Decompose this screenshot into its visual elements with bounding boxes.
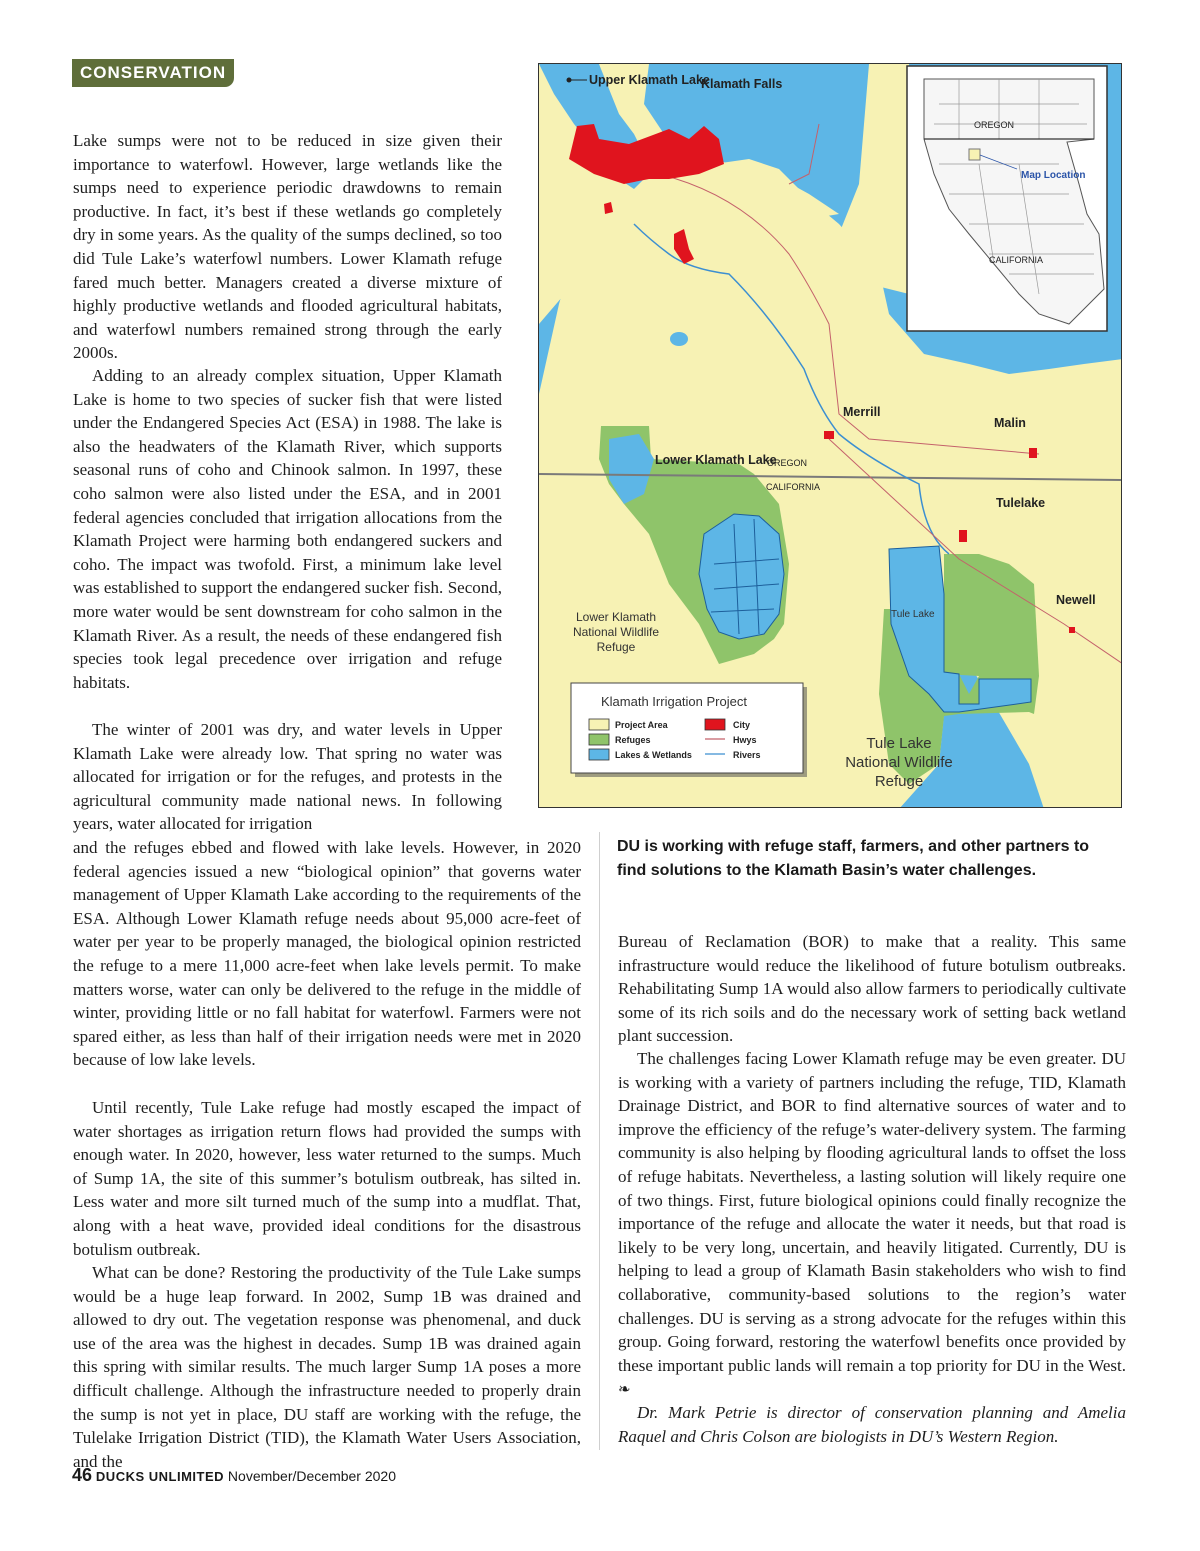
- oregon-label: OREGON: [767, 458, 808, 468]
- body-paragraph: Until recently, Tule Lake refuge had mostly escaped the impact of water shortages as irrigation return flows had provided the sumps with enough water. In 2020, however, less water returned to the sumps. Much of Sump 1A, the site of this summer’s botulism outbreak, has silted in. Less water and more silt turned much of the sump into a mudflat. That, along with a heat wave, provided ideal conditions for the disastrous botulism outbreak.: [73, 1098, 581, 1259]
- california-label: CALIFORNIA: [766, 482, 821, 492]
- newell-city: [1069, 627, 1075, 633]
- author-note: Dr. Mark Petrie is director of conservation planning and Amelia Raquel and Chris Colson are biologists in DU’s Western Region.: [618, 1403, 1126, 1446]
- malin-city: [1029, 448, 1037, 458]
- klamath-map-svg: [539, 64, 1122, 808]
- page-footer: [72, 1465, 396, 1486]
- tule-lake-refuge-label-3: Refuge: [874, 773, 924, 790]
- legend-swatch-city: [705, 719, 725, 730]
- map-caption: DU is working with refuge staff, farmers, and other partners to find solutions to the Klamath Basin’s water challenges.: [617, 838, 1090, 879]
- legend-label-refuges: Refuges: [615, 735, 651, 745]
- merrill-label: Merrill: [843, 405, 881, 419]
- body-paragraph: What can be done? Restoring the productivity of the Tule Lake sumps would be a huge leap forward. In 2002, Sump 1B was drained and allowed to dry out. The vegetation response was phenomenal, and duck use of the area was the highest in decades. Sump 1B was drained again this spring with similar results. The much larger Sump 1A poses a more difficult challenge. Although the infrastructure needed to properly drain the sump is not yet in place, DU staff are working with the refuge, the Tulelake Irrigation District (TID), the Klamath Water Users Association, and the: [73, 1263, 581, 1471]
- lake-blob: [670, 332, 688, 346]
- body-paragraph: Lake sumps were not to be reduced in size given their importance to waterfowl. However, large wetlands like the sumps need to experience periodic drawdowns to remain productive. In fact, it’s best if these wetlands go completely dry in some years. As the quality of the sumps declined, so too did Tule Lake’s waterfowl numbers. Lower Klamath refuge fared much better. Managers created a diverse mixture of highly productive wetlands and flooded agricultural habitats, and waterfowl numbers remained strong through the early 2000s.: [73, 131, 502, 363]
- inset-map: [907, 66, 1107, 331]
- body-paragraph-text: The challenges facing Lower Klamath refuge may be even greater. DU is working with a variety of partners including the refuge, TID, Klamath Drainage District, and BOR to find alternative sources of water and to improve the efficiency of the refuge’s water-delivery system. The farming community is also helping by flooding agricultural lands to offset the loss of refuge habitats. Nevertheless, a lasting solution will likely require one of two things. First, future biological opinions could finally recognize the importance of the refuge and allocate the water it needs, but that road is likely to be very long, uncertain, and heavily litigated. Currently, DU is helping to lead a group of Klamath Basin stakeholders who wish to find collaborative, community-based solutions to the region’s water challenges. DU is serving as a strong advocate for the refuges within this group. Going forward, restoring the waterfowl benefits once provided by these important public lands will remain a top priority for DU in the West.: [618, 1049, 1126, 1375]
- legend-swatch-refuges: [589, 734, 609, 745]
- map-legend: [571, 683, 807, 777]
- page-number: 46: [72, 1465, 93, 1485]
- tulelake-city: [959, 530, 967, 542]
- upper-klamath-lake-label: Upper Klamath Lake: [589, 73, 710, 87]
- lower-klamath-refuge-label-2: National Wildlife: [572, 625, 660, 639]
- klamath-falls-label: Klamath Falls: [701, 77, 783, 91]
- duck-endmark-icon: ❧: [618, 1380, 631, 1399]
- body-paragraph-final: [618, 1047, 1126, 1402]
- legend-label-rivers: Rivers: [733, 750, 761, 760]
- legend-label-city: City: [733, 720, 751, 730]
- legend-label-project-area: Project Area: [615, 720, 668, 730]
- column-divider: [599, 832, 600, 1450]
- malin-label: Malin: [994, 416, 1026, 430]
- body-paragraph: and the refuges ebbed and flowed with lake levels. However, in 2020 federal agencies issued a new “biological opinion” that governs water management of Upper Klamath Lake according to the requirements of the ESA. Although Lower Klamath refuge needs about 95,000 acre-feet of water per year to be properly managed, the biological opinion restricted the refuge to a mere 11,000 acre-feet when lake levels permit. To make matters worse, water can only be delivered to the refuge in the middle of winter, providing little or no fall habitat for waterfowl. Farmers were not spared either, as less than half of their irrigation needs were met in 2020 because of low lake levels.: [73, 838, 581, 1070]
- legend-label-hwys: Hwys: [733, 735, 757, 745]
- tulelake-label: Tulelake: [996, 496, 1046, 510]
- inset-california-label: CALIFORNIA: [989, 255, 1044, 265]
- legend-swatch-lakes: [589, 749, 609, 760]
- klamath-map: [538, 63, 1122, 808]
- issue-date: November/December 2020: [227, 1468, 397, 1484]
- section-tag: CONSERVATION: [72, 59, 234, 87]
- body-paragraph: The winter of 2001 was dry, and water levels in Upper Klamath Lake were already low. That spring no water was allocated for irrigation or for the refuges, and protests in the agricultural community made national news. In following years, water allocated for irrigation: [73, 720, 502, 834]
- upper-klamath-marker: [567, 78, 572, 83]
- lower-klamath-refuge-label-3: Refuge: [596, 640, 636, 654]
- magazine-name: DUCKS UNLIMITED: [95, 1469, 225, 1484]
- legend-swatch-project-area: [589, 719, 609, 730]
- lower-klamath-lake-label: Lower Klamath Lake: [655, 453, 777, 467]
- legend-title: Klamath Irrigation Project: [601, 694, 747, 709]
- tule-lake-label: Tule Lake: [891, 609, 935, 620]
- body-paragraph: Bureau of Reclamation (BOR) to make that a reality. This same infrastructure would reduce the likelihood of future botulism outbreaks. Rehabilitating Sump 1A would also allow farmers to periodically cultivate some of its rich soils and do the necessary work of setting back wetland plant succession.: [618, 932, 1126, 1046]
- tule-lake-refuge-label-2: National Wildlife: [845, 754, 953, 771]
- merrill-city: [824, 431, 834, 439]
- tule-lake-refuge-label-1: Tule Lake: [866, 735, 932, 752]
- map-location-label: Map Location: [1021, 170, 1086, 181]
- newell-label: Newell: [1056, 593, 1096, 607]
- body-paragraph: Adding to an already complex situation, Upper Klamath Lake is home to two species of sucker fish that were listed under the Endangered Species Act (ESA) in 1988. The lake is also the headwaters of the Klamath River, which supports seasonal runs of coho and Chinook salmon. In 1997, these coho salmon were also listed under the ESA, and in 2001 federal agencies concluded that irrigation allocations from the Klamath Project were harming both endangered suckers and coho. The impact was twofold. First, a minimum lake level was established to support the endangered sucker fish. Second, more water would be sent downstream for coho salmon in the Klamath River. As a result, the needs of these endangered fish species took legal precedence over irrigation and refuge habitats.: [73, 366, 502, 692]
- map-location-marker: [969, 149, 980, 160]
- inset-oregon-label: OREGON: [974, 120, 1015, 130]
- lower-klamath-refuge-label-1: Lower Klamath: [575, 610, 657, 624]
- legend-label-lakes: Lakes & Wetlands: [615, 750, 692, 760]
